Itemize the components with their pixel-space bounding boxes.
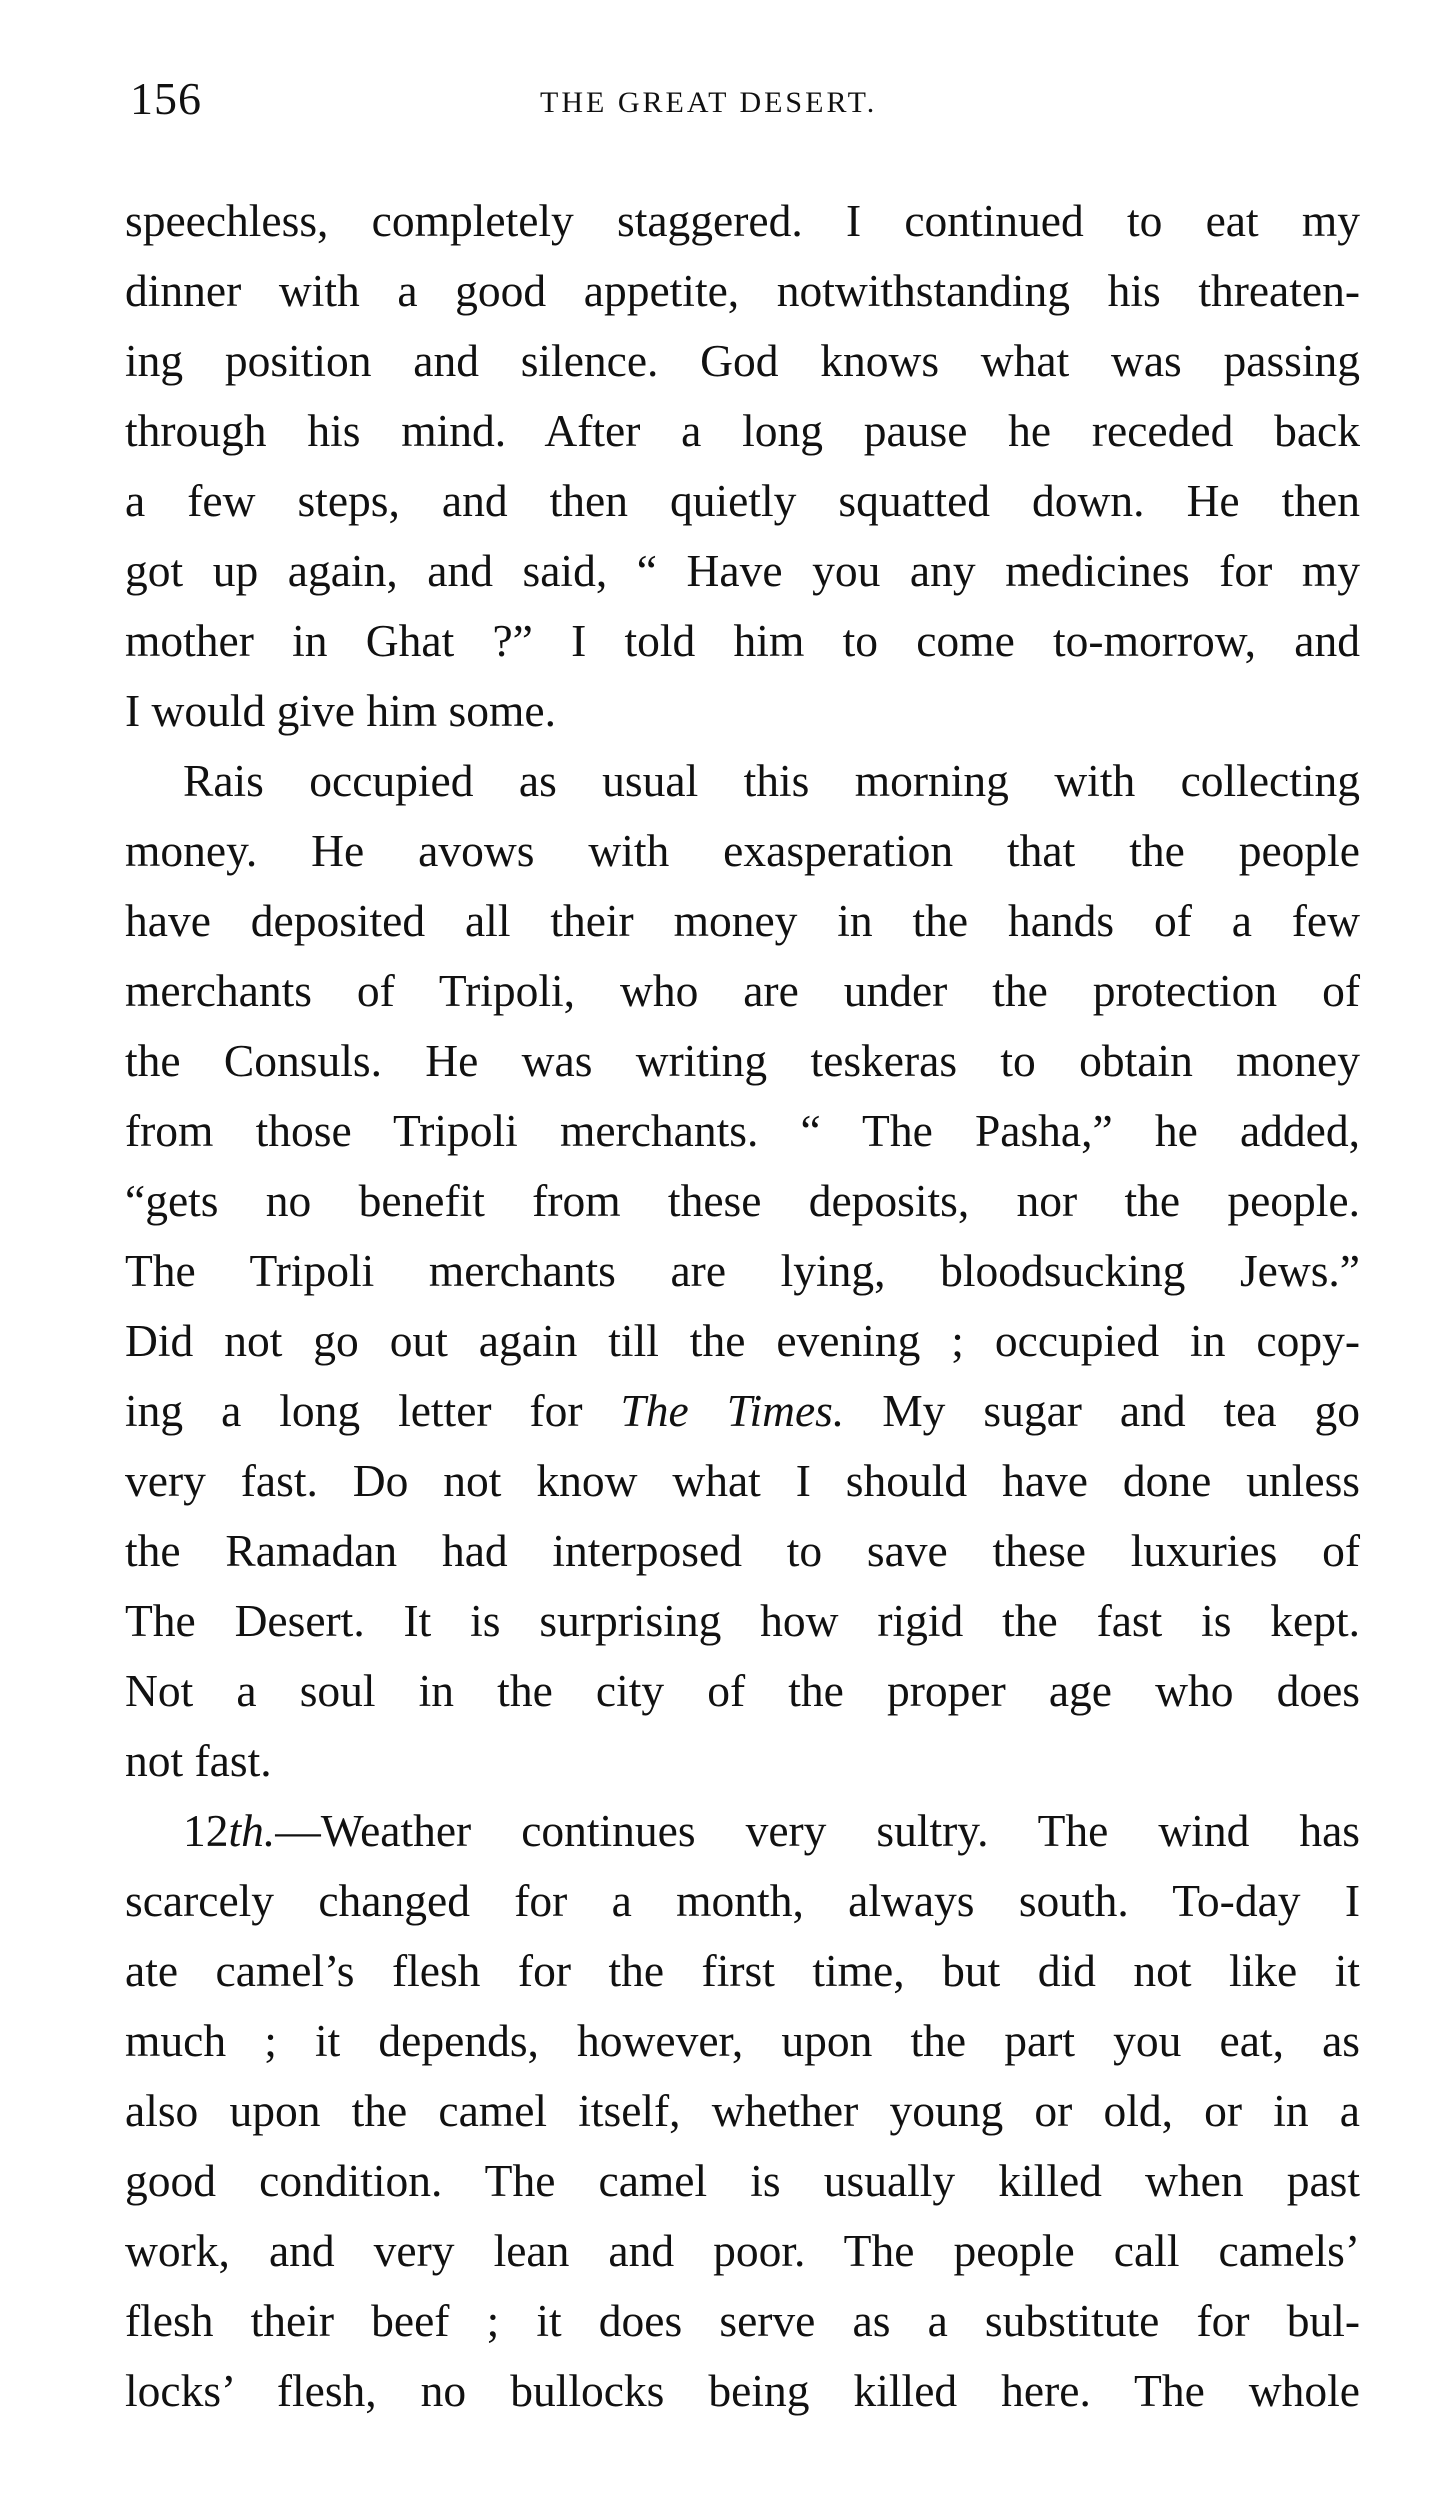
date-suffix: th.: [228, 1805, 276, 1856]
text-line: got up again, and said, “ Have you any medicines for my: [125, 545, 1360, 596]
text-line-with-italic-title: [125, 1376, 1360, 1446]
page-header: [130, 72, 1360, 132]
text-line: dinner with a good appetite, notwithstanding his threaten-: [125, 265, 1360, 316]
text-line: much ; it depends, however, upon the part you eat, as: [125, 2015, 1360, 2066]
text-line: good condition. The camel is usually killed when past: [125, 2155, 1360, 2206]
text-line: not fast.: [125, 1735, 272, 1786]
text-line: locks’ flesh, no bullocks being killed here. The whole: [125, 2365, 1360, 2416]
text-fragment: My sugar and tea go: [844, 1385, 1361, 1436]
text-line: The Tripoli merchants are lying, bloodsucking Jews.”: [125, 1245, 1360, 1296]
text-line: Not a soul in the city of the proper age who does: [125, 1665, 1360, 1716]
text-line: I would give him some.: [125, 685, 556, 736]
text-line: have deposited all their money in the hands of a few: [125, 895, 1360, 946]
text-line: flesh their beef ; it does serve as a substitute for bul-: [125, 2295, 1360, 2346]
text-line-date-entry: [125, 1796, 1360, 1866]
italic-title-the-times: The Times.: [620, 1385, 845, 1436]
text-line-paragraph-start: Rais occupied as usual this morning with collecting: [183, 755, 1360, 806]
text-line: ate camel’s flesh for the first time, but did not like it: [125, 1945, 1360, 1996]
running-title: THE GREAT DESERT.: [540, 86, 878, 119]
text-line: also upon the camel itself, whether young or old, or in a: [125, 2085, 1360, 2136]
text-line: very fast. Do not know what I should have done unless: [125, 1455, 1360, 1506]
text-fragment: ing a long letter for: [125, 1385, 621, 1436]
text-line: through his mind. After a long pause he receded back: [125, 405, 1360, 456]
text-line: work, and very lean and poor. The people call camels’: [125, 2225, 1360, 2276]
text-line: from those Tripoli merchants. “ The Pasha,” he added,: [125, 1105, 1360, 1156]
text-line: speechless, completely staggered. I continued to eat my: [125, 195, 1360, 246]
date-number: 12: [183, 1805, 229, 1856]
text-line: money. He avows with exasperation that the people: [125, 825, 1360, 876]
text-line: scarcely changed for a month, always south. To-day I: [125, 1875, 1360, 1926]
text-line: Did not go out again till the evening ; occupied in copy-: [125, 1315, 1360, 1366]
text-line: ing position and silence. God knows what was passing: [125, 335, 1360, 386]
page-number: 156: [130, 73, 202, 124]
text-line: a few steps, and then quietly squatted down. He then: [125, 475, 1360, 526]
text-line: mother in Ghat ?” I told him to come to-morrow, and: [125, 615, 1360, 666]
text-line: the Ramadan had interposed to save these luxuries of: [125, 1525, 1360, 1576]
text-line: The Desert. It is surprising how rigid the fast is kept.: [125, 1595, 1360, 1646]
body-text: [125, 186, 1360, 2426]
text-line: merchants of Tripoli, who are under the protection of: [125, 965, 1360, 1016]
text-line: the Consuls. He was writing teskeras to obtain money: [125, 1035, 1360, 1086]
text-line: “gets no benefit from these deposits, nor the people.: [125, 1175, 1360, 1226]
text-fragment: —Weather continues very sultry. The wind has: [275, 1805, 1360, 1856]
